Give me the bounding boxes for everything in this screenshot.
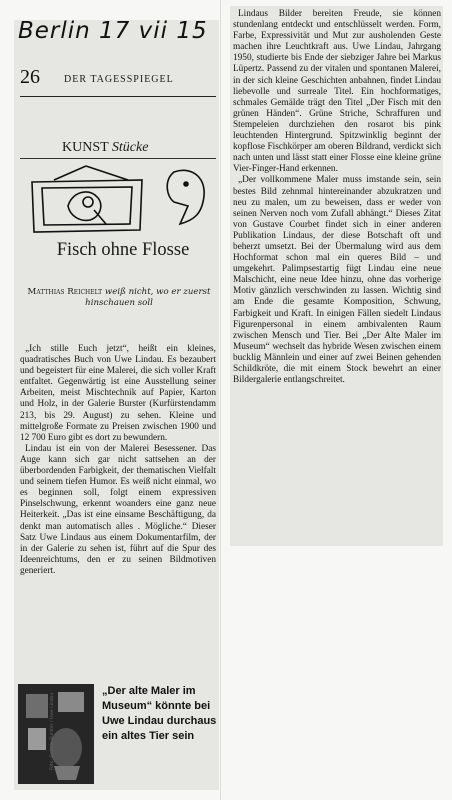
- handwritten-date: Berlin 17 vii 15: [18, 18, 208, 44]
- paragraph: „Der vollkommene Maler muss imstande sein, sein bestes Bild zehnmal hintereinander abzukratzen und neu zu malen, um zu beweisen, dass er weder von seinen Nerven noch vom Zufall abhängt.“ Dieses Zitat von Gustave Courbet findet sich in einer anderen Publikation Lindaus, der diese Botschaft oft und beherzt umsetzt. Bei der Übermalung wird aus dem Hochformat schon mal ein queres Bild – und umgekehrt. Palimpsestartig fügt Lindau eine neue Malschicht, eine neue Idee hinzu, ohne das vorherige Motiv gänzlich verschwinden zu lassen. Wichtig sind am Ende die gesamte Komposition, Schwung, Farbigkeit und Kraft. In einigen Fällen siedelt Lindaus Figurenpersonal in einem ambivalenten Raum zwischen Mensch und Tier. Bei „Der Alte Maler im Museum“ wechselt das hybride Wesen zwischen einem bucklig Männlein und einer auf zwei Beinen gehenden Schildkröte, die mit einem Stock bewehrt an einer Bildergalerie entlangschreitet.: [233, 175, 441, 386]
- section-suffix: Stücke: [111, 140, 149, 155]
- byline: [22, 287, 216, 309]
- picture-frame-icon: [32, 166, 142, 232]
- paragraph: Lindau ist ein von der Malerei Besessener. Das Auge kann sich gar nicht sattsehen an der überbordenden Farbigkeit, der thematischen Vielfalt und seinem tiefen Humor. Es weiß nicht einmal, wo es beginnen soll, folgt einem expressiven Pinselschwung, erkennt woanders eine ganz neue Heiterkeit. „Das ist eine einsame Beschäftigung, da denkt man automatisch alles . Mögliche.“ Dieser Satz Uwe Lindaus aus einem Dokumentarfilm, der in der Galerie zu sehen ist, führt auf die Spur des Ideenreichtums, den er zu seinen Bildmotiven generiert.: [20, 443, 216, 576]
- section-rule: [20, 158, 216, 159]
- photo-caption-block: [18, 684, 216, 784]
- paragraph: Lindaus Bilder bereiten Freude, sie können stundenlang entdeckt und entschlüsselt werden. Form, Farbe, Expressivität und Mut zur ausholenden Geste machen ihre Leuchtkraft aus. Uwe Lindau, Jahrgang 1950, studierte bis Ende der siebziger Jahre bei Markus Lüpertz. Passend zu der vitalen und spontanen Malerei, in der sich kleine Geschichten anbahnen, findet Lindau liebevolle und surreale Titel. Ein hochformatiges, schmales Gemälde trägt den Titel „Der Fisch mit den grünen Händen“. Grüne Striche, Schraffuren und Stempeleien durchziehen den rosarot bis pink leuchtenden Hintergrund. Spitzwinklig beginnt der kopflose Fischkörper am oberen Bildrand, verdickt sich nach unten und lässt statt einer Flosse eine kleine grüne Vier-Finger-Hand erkennen.: [233, 9, 441, 175]
- newspaper-name: DER TAGESSPIEGEL: [64, 74, 174, 85]
- article-column-left: [20, 344, 216, 674]
- section-title: [62, 140, 148, 156]
- article-column-right: [233, 9, 441, 542]
- fold-line: [220, 0, 221, 800]
- framed-picture-illustration: [24, 162, 214, 236]
- face-icon: [167, 170, 204, 224]
- photo-caption: „Der alte Maler im Museum“ könnte bei Uwe Lindau durchaus ein altes Tier sein: [102, 685, 217, 742]
- paragraph: „Ich stille Euch jetzt“, heißt ein kleines, quadratisches Buch von Uwe Lindau. Es bezaubert und begeistert für eine Malerei, die sich voller Kraft entfaltet. Gegenwärtig ist eine Ausstellung seiner Arbeiten, meist Mischtechnik auf Papier, Karton und Holz, in der Galerie Burster (Kurfürstendamm 213, bis 29. August) zu sehen. Kleine und mittelgroße Formate zu Preisen zwischen 1900 und 12 700 Euro gibt es dort zu bewundern.: [20, 344, 216, 443]
- artwork-photo: [18, 684, 94, 784]
- page-number: 26: [20, 66, 40, 88]
- article-headline: Fisch ohne Flosse: [56, 240, 190, 260]
- painting-image: [18, 684, 94, 784]
- photo-credit: Foto: Galerie Burster / Uwe Lindau: [50, 692, 56, 771]
- byline-teaser: weiß nicht, wo er zuerst hinschauen soll: [85, 287, 211, 308]
- byline-author: Matthias Reichelt: [27, 287, 103, 297]
- section-name: KUNST: [62, 140, 109, 155]
- header-rule: [20, 96, 216, 97]
